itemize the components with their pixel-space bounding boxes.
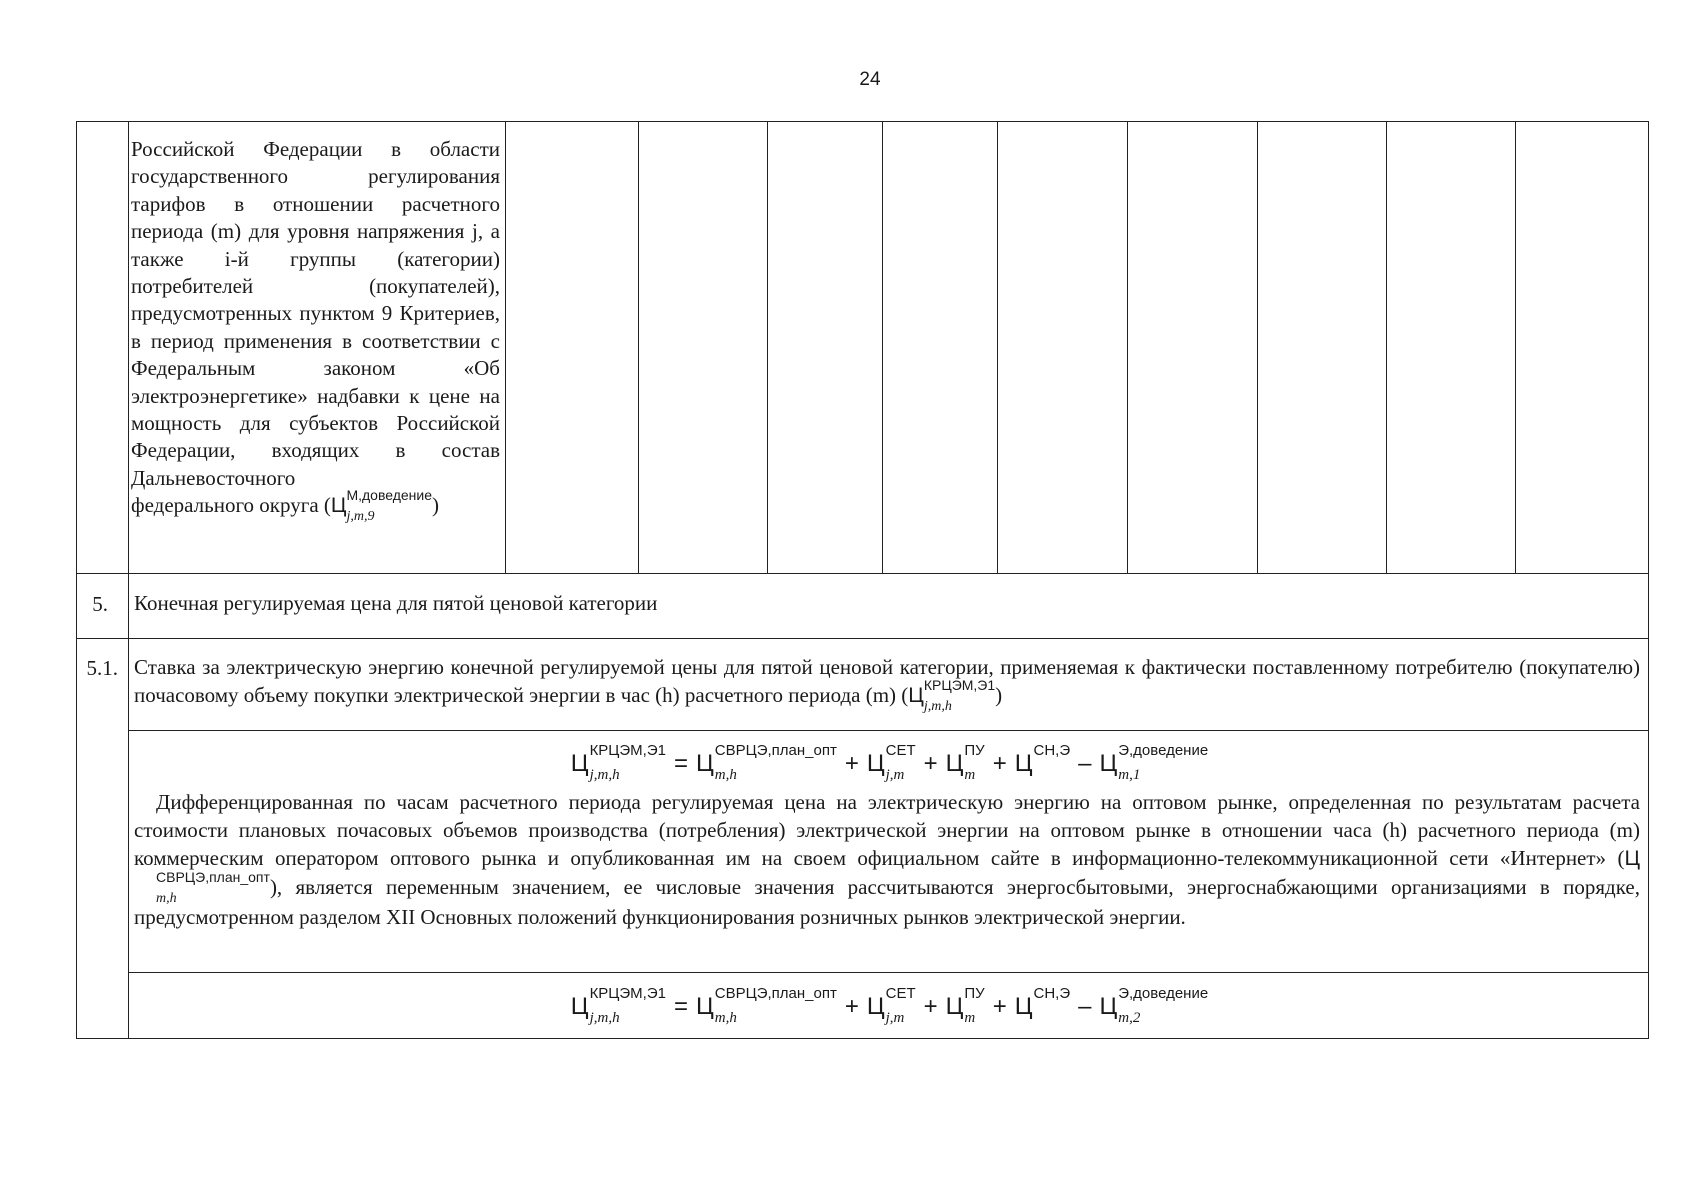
price-symbol: Ц (908, 684, 924, 707)
continued-text-body: Российской Федерации в области государственного регулирования тарифов в отношении расчетного периода (m) для уровня напряжения j, а также i-й группы (категории) потребителей (покупателей), предусмотренных пунктом 9 Критериев, в период применения в соответствии с Федеральным законом «Об электроэнергетике» надбавки к цене на мощность для субъектов Российской Федерации, входящих в состав Дальневосточного (131, 137, 500, 490)
row-5-title: Конечная регулируемая цена для пятой ценовой категории (134, 591, 658, 615)
row-number-5-1: 5.1. (86, 656, 118, 680)
definition-paragraph: Дифференцированная по часам расчетного периода регулируемая цена на электрическую энергию на оптовом рынке, определенная по результатам расчета стоимости плановых почасовых объемов производства (потребления) электрической энергии на оптовом рынке в отношении часа (h) расчетного периода (m) коммерческим оператором оптового рынка и опубликованная им на своем официальном сайте в информационно-телекоммуникационной сети «Интернет» (Ц СВРЦЭ,план_опт m,h ), является переменным значением, ее числовые значения рассчитываются энергосбытовыми, энергоснабжающими организациями в порядке, предусмотренном разделом XII Основных положений функционирования розничных рынков электрической энергии. (134, 790, 1640, 930)
row-5-1-text: Ставка за электрическую энергию конечной регулируемой цены для пятой ценовой категории, применяемая к фактически поставленному потребителю (покупателю) почасовому объему покупки электрической энергии в час (h) расчетного периода (m) (Ц КРЦЭМ,Э1 j,m,h ) (134, 655, 1640, 715)
formula-1: Ц КРЦЭМ,Э1 j,m,h = Ц СВРЦЭ,план_опт m,h + Ц СЕТ j,m + Ц ПУ m + Ц СН,Э – Ц Э,доведение m,1 (570, 742, 1209, 783)
continued-text-last-line: федерального округа (Ц М,доведение j,m,9 ) (131, 487, 440, 525)
continued-cell-text (131, 136, 500, 525)
formula-2: Ц КРЦЭМ,Э1 j,m,h = Ц СВРЦЭ,план_опт m,h + Ц СЕТ j,m + Ц ПУ m + Ц СН,Э – Ц Э,доведение m,2 (570, 985, 1209, 1026)
price-symbol: Ц (330, 494, 347, 518)
page-number: 24 (859, 69, 881, 90)
row-number-5: 5. (92, 592, 108, 616)
price-symbol: Ц (1624, 847, 1640, 870)
